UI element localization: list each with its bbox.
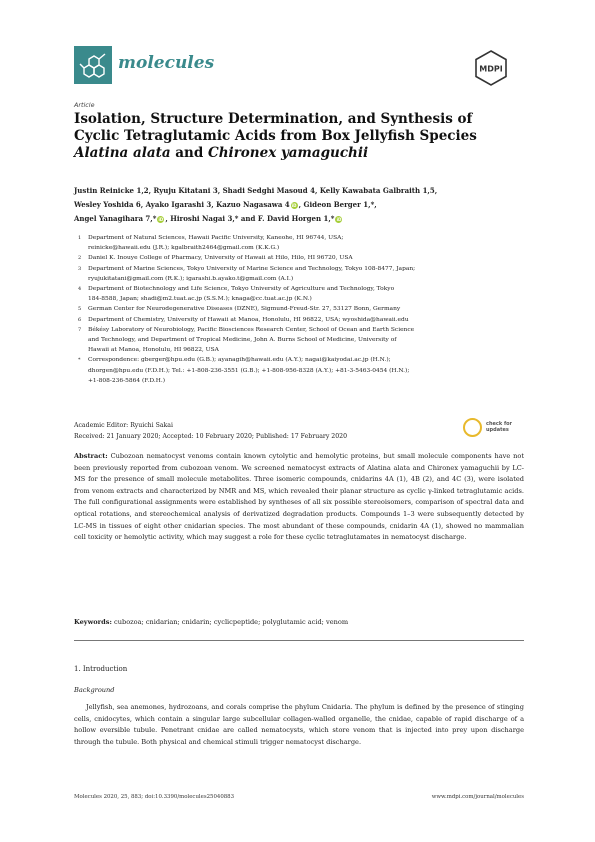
- affiliation-number: 4: [78, 286, 82, 293]
- affiliation-item: [78, 253, 524, 263]
- affiliation-number: 7: [78, 326, 82, 333]
- affiliation-line: +1-808-236-5864 (F.D.H.): [88, 377, 166, 384]
- author-line-3: Angel Yanagihara 7,* iD , Hiroshi Nagai 3,* and F. David Horgen 1,* iD: [74, 214, 342, 224]
- author-line-2: Wesley Yoshida 6, Ayako Igarashi 3, Kazuo Nagasawa 4 iD , Gideon Berger 1,*,: [74, 200, 377, 210]
- keywords: [74, 618, 524, 626]
- affiliation-line: ryujukitatani@gmail.com (R.K.); igarashi.b.ayako.t@gmail.com (A.I.): [88, 275, 294, 282]
- publication-dates: Received: 21 January 2020; Accepted: 10 February 2020; Published: 17 February 2020: [74, 432, 348, 440]
- orcid-icon[interactable]: iD: [158, 216, 164, 222]
- journal-header: [74, 46, 524, 88]
- title-line-2: Cyclic Tetraglutamic Acids from Box Jellyfish Species: [74, 128, 477, 144]
- affiliation-number: 1: [78, 235, 82, 241]
- body-paragraph: Jellyfish, sea anemones, hydrozoans, and corals comprise the phylum Cnidaria. The phylum is defined by the presence of stinging cells, cnidocytes, which contain a singular large subcellular collagen-walled organelle, the cnidae, capable of rapid discharge of a hollow eversible tubule. Penetrant cnidae are called nematocysts, which store venom that is injected into prey upon discharge through the tubule. Both physical and chemical stimuli trigger nematocyst discharge.: [74, 703, 524, 746]
- affiliation-line: German Center for Neurodegenerative Diseases (DZNE), Sigmund-Freud-Str. 27, 53127 Bonn, Germany: [88, 306, 401, 313]
- affiliation-line: Békésy Laboratory of Neurobiology, Pacific Biosciences Research Center, School of Ocean and Earth Science: [88, 326, 415, 333]
- affiliation-line: Department of Natural Sciences, Hawaii Pacific University, Kaneohe, HI 96744, USA;: [88, 235, 344, 241]
- affiliation-item: [78, 355, 524, 386]
- affiliation-item: [78, 233, 524, 253]
- affiliation-line: dhorgen@hpu.edu (F.D.H.); Tel.: +1-808-236-3551 (G.B.); +1-808-956-8328 (A.Y.); +81-3-5463-0454 (H.N.);: [88, 367, 410, 374]
- article-meta: [74, 421, 414, 442]
- affiliation-item: [78, 284, 524, 304]
- affiliation-item: [78, 315, 524, 325]
- article-type: Article: [74, 101, 95, 109]
- abstract-label: Abstract:: [74, 452, 108, 460]
- title-species-2: Chironex yamaguchii: [208, 145, 369, 161]
- affiliation-line: Department of Biotechnology and Life Science, Tokyo University of Agriculture and Technology, Tokyo: [88, 286, 395, 293]
- affiliation-item: [78, 304, 524, 314]
- section-heading: 1. Introduction: [74, 665, 128, 673]
- abstract-text: Cubozoan nematocyst venoms contain known cytolytic and hemolytic proteins, but small molecule components have not been previously reported from cubozoan venom. We screened nematocyst extracts of Alatina alata and Chironex yamaguchii by LC-MS for the presence of small molecule metabolites. Three isomeric compounds, cnidarins 4A (1), 4B (2), and 4C (3), were isolated from venom extracts and characterized by NMR and MS, which revealed their planar structure as cyclic γ-linked tetraglutamic acids. The full configurational assignments were established by syntheses of all six possible stereoisomers, comparison of spectral data and optical rotations, and stereochemical analysis of derivatized degradation products. Compounds 1–3 were subsequently detected by LC-MS in tissues of eight other cnidarian species. The most abundant of these compounds, cnidarin 4A (1), showed no mammalian cell toxicity or hemolytic activity, which may suggest a role for these cyclic tetraglutamates in nematocyst discharge.: [74, 452, 524, 542]
- journal-name: molecules: [118, 53, 215, 73]
- affiliation-item: [78, 325, 524, 356]
- affiliation-line: 184-8588, Japan; shadi@m2.tuat.ac.jp (S.S.M.); knaga@cc.tuat.ac.jp (K.N.): [88, 296, 312, 303]
- affiliation-line: Daniel K. Inouye College of Pharmacy, University of Hawaii at Hilo, Hilo, HI 96720, USA: [88, 255, 353, 262]
- orcid-icon[interactable]: iD: [291, 202, 297, 208]
- affiliation-number: 2: [78, 255, 82, 262]
- molecules-logo-icon: [74, 46, 112, 84]
- author-list: [74, 184, 524, 227]
- keywords-text: cubozoa; cnidarian; cnidarin; cyclicpeptide; polyglutamic acid; venom: [114, 618, 349, 626]
- check-updates-icon: [463, 418, 482, 437]
- title-line-3: [74, 145, 524, 162]
- affiliation-line: and Technology, and Department of Tropical Medicine, John A. Burns School of Medicine, University of: [88, 337, 397, 344]
- author-line-1: Justin Reinicke 1,2, Ryuju Kitatani 3, Shadi Sedghi Masoud 4, Kelly Kawabata Galbraith 1,5,: [74, 186, 438, 195]
- affiliation-line: Hawaii at Manoa, Honolulu, HI 96822, USA: [88, 347, 219, 354]
- title-line-1: Isolation, Structure Determination, and Synthesis of: [74, 111, 473, 127]
- academic-editor: Academic Editor: Ryuichi Sakai: [74, 422, 173, 429]
- affiliation-number: 3: [78, 265, 82, 272]
- title-and: and: [170, 145, 208, 161]
- affiliation-line: reinicke@hawaii.edu (J.R.); kgalbraith2464@gmail.com (K.K.G.): [88, 245, 280, 252]
- check-for-updates-badge[interactable]: check for updates: [463, 416, 523, 440]
- affiliation-number: 6: [78, 316, 82, 323]
- mdpi-logo-icon: [471, 48, 511, 88]
- abstract: [74, 451, 524, 544]
- publisher-logo-text: MDPI: [479, 64, 503, 74]
- affiliations: [78, 233, 524, 386]
- affiliation-line: Department of Marine Sciences, Tokyo University of Marine Science and Technology, Tokyo 108-8477, Japan;: [88, 265, 416, 272]
- affiliation-item: [78, 264, 524, 284]
- affiliation-line: Department of Chemistry, University of Hawaii at Manoa, Honolulu, HI 96822, USA; wyoshida@hawaii.edu: [88, 316, 409, 323]
- keywords-label: Keywords:: [74, 618, 112, 626]
- affiliation-line: Correspondence: gberger@hpu.edu (G.B.); ayanagih@hawaii.edu (A.Y.); nagai@kaiyodai.ac.jp (H.N.);: [88, 357, 391, 364]
- article-title: [74, 111, 524, 162]
- subsection-heading: Background: [74, 686, 115, 694]
- title-species-1: Alatina alata: [74, 145, 171, 161]
- affiliation-number: *: [78, 357, 81, 364]
- footer-citation: Molecules 2020, 25, 883; doi:10.3390/molecules25040883: [74, 794, 235, 800]
- affiliation-number: 5: [78, 306, 82, 313]
- footer-journal-url[interactable]: www.mdpi.com/journal/molecules: [431, 794, 524, 800]
- divider: [74, 640, 524, 641]
- orcid-icon[interactable]: iD: [336, 216, 342, 222]
